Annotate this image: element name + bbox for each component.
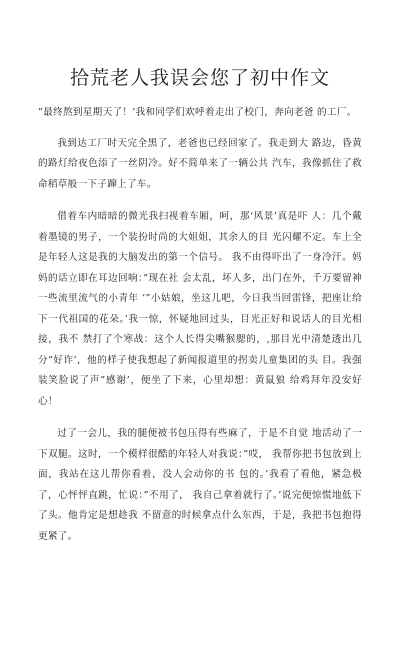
paragraph-2: 我到达工厂时天完全黑了，老爸也已经回家了。我走到大 路边，昏黄的路灯给夜色添了一丝阴冷。好不简单来了一辆公共 汽车，我像抓住了救命稻草般一下子蹿上了车。 — [38, 137, 362, 190]
paragraph-3: 借着车内暗暗的微光我扫视着车厢，呵，那‘风景’真是吓 人：几个戴着墨镜的男子，一个装扮时尚的大姐姐，其余人的目 光闪耀不定。车上全是年轻人这是我的大脑发出的第一个信号。 我不由得吓出了一身冷汗。妈妈的话立即在耳边回响：”现在社 会太乱，坏人多，出门在外，千万要留神一些流里流气的小青年 ’”小姑娘，坐这儿吧，今日我当回雷锋，把座让给下一代祖国的花朵。’我一惊，怀疑地回过头，目光正好和说话人的目光相接，我不 禁打了个寒战：这个人长得尖嘴猴腮的，,那目光中清楚透出几 分”好诈’，他的样子使我想起了新闻报道里的拐卖儿童集团的头 目。我强装笑脸说了声”感谢’，便坐了下来，心里却想：黄鼠狼 给鸡拜年没安好心！ — [38, 211, 362, 407]
essay-title: 拾荒老人我误会您了初中作文 — [69, 67, 330, 89]
paragraph-4: 过了一会儿，我的腿便被书包压得有些麻了，于是不自觉 地活动了一下双腿。这时，一个模样很酷的年轻人对我说：”哎， 我帮你把书包放到上面，我站在这儿帮你看着，没人会动你的书 包的。’我看了看他，紧急极了，心怦怦直跳，忙说：”不用了， 我自己拿着就行了。’说完便惊慌地低下了头。他肯定是想趁我 不留意的时候拿点什么东西，于是，我把书包抱得更紧了。 — [38, 428, 362, 542]
essay-body — [38, 103, 362, 559]
paragraph-1: ”最终熬到星期天了！’我和同学们欢呼着走出了校门，奔向老爸 的工厂。 — [38, 107, 357, 118]
